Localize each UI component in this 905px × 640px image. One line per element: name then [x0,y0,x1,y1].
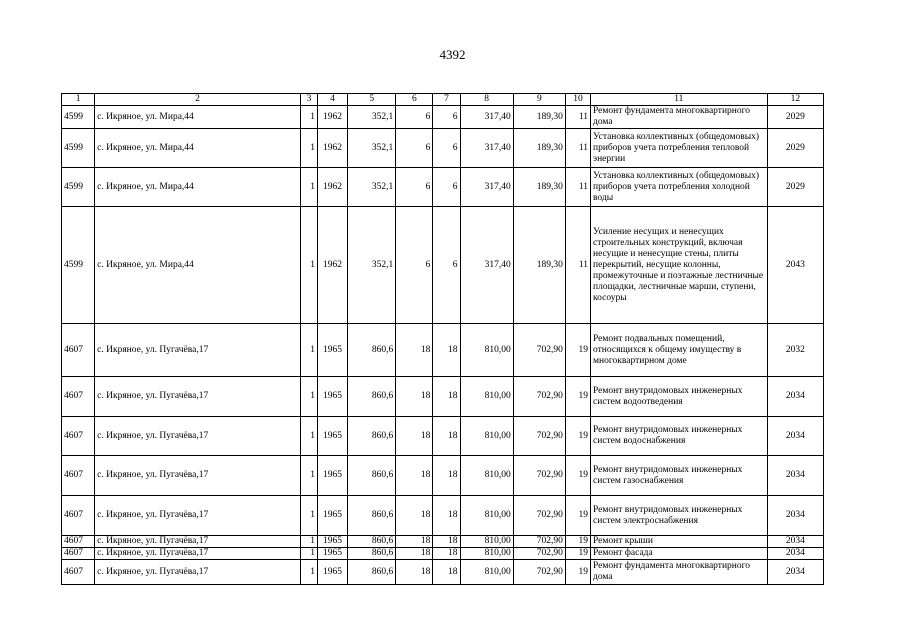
cell-area: 860,6 [348,536,396,548]
cell-c3: 1 [300,324,317,377]
cell-c6: 6 [396,106,433,129]
cell-c10: 19 [565,324,590,377]
cell-plan-year: 2029 [767,129,823,168]
cell-id: 4599 [62,129,95,168]
cell-address: с. Икряное, ул. Пугачёва,17 [95,496,301,536]
cell-c8: 810,00 [460,417,513,456]
table-row [62,417,824,456]
cell-year: 1965 [317,548,347,560]
table-row [62,377,824,417]
cell-c3: 1 [300,168,317,207]
header-row [62,94,824,106]
cell-area: 860,6 [348,324,396,377]
cell-work: Установка коллективных (общедомовых) приборов учета потребления тепловой энергии [591,129,768,168]
cell-id: 4599 [62,106,95,129]
cell-c9: 189,30 [513,106,565,129]
column-header: 8 [460,94,513,106]
cell-id: 4607 [62,456,95,496]
cell-year: 1965 [317,496,347,536]
cell-id: 4607 [62,417,95,456]
cell-area: 860,6 [348,548,396,560]
cell-c9: 702,90 [513,548,565,560]
table-row [62,106,824,129]
cell-c7: 18 [433,324,460,377]
cell-area: 352,1 [348,129,396,168]
cell-c7: 6 [433,106,460,129]
column-header: 5 [348,94,396,106]
cell-address: с. Икряное, ул. Пугачёва,17 [95,560,301,585]
cell-id: 4607 [62,324,95,377]
table-row [62,560,824,585]
cell-plan-year: 2034 [767,496,823,536]
cell-c3: 1 [300,496,317,536]
cell-year: 1962 [317,129,347,168]
cell-c3: 1 [300,456,317,496]
cell-c6: 6 [396,129,433,168]
registry-table [61,93,824,585]
cell-c9: 702,90 [513,536,565,548]
cell-c7: 18 [433,560,460,585]
cell-c8: 810,00 [460,324,513,377]
cell-year: 1962 [317,106,347,129]
column-header: 6 [396,94,433,106]
cell-work: Ремонт внутридомовых инженерных систем водоотведения [591,377,768,417]
cell-address: с. Икряное, ул. Пугачёва,17 [95,324,301,377]
table-row [62,548,824,560]
cell-c8: 317,40 [460,106,513,129]
cell-c6: 6 [396,168,433,207]
page-number: 4392 [439,47,466,62]
cell-id: 4599 [62,168,95,207]
cell-c9: 702,90 [513,496,565,536]
cell-c10: 19 [565,417,590,456]
cell-plan-year: 2034 [767,456,823,496]
cell-address: с. Икряное, ул. Пугачёва,17 [95,548,301,560]
cell-c10: 19 [565,377,590,417]
cell-area: 860,6 [348,456,396,496]
cell-work: Ремонт подвальных помещений, относящихся к общему имуществу в многоквартирном доме [591,324,768,377]
cell-area: 352,1 [348,207,396,324]
cell-c7: 6 [433,129,460,168]
cell-c3: 1 [300,548,317,560]
cell-c7: 18 [433,536,460,548]
cell-c10: 11 [565,168,590,207]
cell-c3: 1 [300,560,317,585]
cell-c8: 810,00 [460,560,513,585]
cell-c10: 11 [565,129,590,168]
cell-c9: 702,90 [513,560,565,585]
cell-address: с. Икряное, ул. Пугачёва,17 [95,536,301,548]
cell-c9: 702,90 [513,456,565,496]
cell-c8: 810,00 [460,496,513,536]
cell-year: 1965 [317,377,347,417]
cell-c8: 810,00 [460,548,513,560]
cell-year: 1965 [317,536,347,548]
cell-id: 4607 [62,496,95,536]
cell-plan-year: 2043 [767,207,823,324]
cell-c10: 19 [565,548,590,560]
column-header: 3 [300,94,317,106]
cell-c3: 1 [300,207,317,324]
cell-c6: 18 [396,456,433,496]
cell-c7: 18 [433,456,460,496]
cell-plan-year: 2034 [767,536,823,548]
cell-year: 1965 [317,560,347,585]
column-header: 9 [513,94,565,106]
cell-c9: 702,90 [513,324,565,377]
column-header: 4 [317,94,347,106]
cell-id: 4599 [62,207,95,324]
cell-c8: 317,40 [460,168,513,207]
cell-c6: 18 [396,548,433,560]
cell-c10: 19 [565,456,590,496]
cell-plan-year: 2034 [767,417,823,456]
cell-c7: 6 [433,207,460,324]
cell-c6: 6 [396,207,433,324]
cell-c6: 18 [396,496,433,536]
cell-id: 4607 [62,548,95,560]
cell-work: Ремонт внутридомовых инженерных систем электроснабжения [591,496,768,536]
cell-c6: 18 [396,417,433,456]
cell-work: Ремонт крыши [591,536,768,548]
cell-address: с. Икряное, ул. Пугачёва,17 [95,417,301,456]
cell-c3: 1 [300,536,317,548]
table-row [62,207,824,324]
cell-work: Ремонт фасада [591,548,768,560]
table-row [62,168,824,207]
column-header: 12 [767,94,823,106]
cell-c9: 189,30 [513,207,565,324]
cell-plan-year: 2034 [767,548,823,560]
table-row [62,496,824,536]
cell-c7: 18 [433,548,460,560]
cell-c3: 1 [300,129,317,168]
cell-year: 1962 [317,207,347,324]
column-header: 2 [95,94,301,106]
cell-year: 1965 [317,324,347,377]
cell-c3: 1 [300,106,317,129]
cell-work: Ремонт внутридомовых инженерных систем газоснабжения [591,456,768,496]
cell-plan-year: 2034 [767,377,823,417]
cell-plan-year: 2032 [767,324,823,377]
cell-c8: 810,00 [460,536,513,548]
column-header: 11 [591,94,768,106]
cell-year: 1965 [317,456,347,496]
cell-c6: 18 [396,536,433,548]
cell-address: с. Икряное, ул. Мира,44 [95,168,301,207]
cell-c10: 19 [565,560,590,585]
cell-work: Установка коллективных (общедомовых) приборов учета потребления холодной воды [591,168,768,207]
cell-c7: 18 [433,417,460,456]
cell-plan-year: 2029 [767,168,823,207]
cell-c9: 702,90 [513,417,565,456]
cell-id: 4607 [62,560,95,585]
cell-work: Ремонт внутридомовых инженерных систем водоснабжения [591,417,768,456]
cell-work: Ремонт фундамента многоквартирного дома [591,106,768,129]
cell-plan-year: 2029 [767,106,823,129]
cell-address: с. Икряное, ул. Мира,44 [95,106,301,129]
cell-area: 352,1 [348,106,396,129]
cell-c10: 19 [565,496,590,536]
cell-c6: 18 [396,377,433,417]
table-row [62,456,824,496]
cell-c6: 18 [396,324,433,377]
cell-work: Ремонт фундамента многоквартирного дома [591,560,768,585]
cell-c7: 18 [433,377,460,417]
cell-c8: 317,40 [460,207,513,324]
table-row [62,324,824,377]
cell-c8: 810,00 [460,456,513,496]
column-header: 1 [62,94,95,106]
table-row [62,536,824,548]
cell-area: 860,6 [348,417,396,456]
cell-year: 1965 [317,417,347,456]
cell-address: с. Икряное, ул. Пугачёва,17 [95,456,301,496]
cell-c7: 6 [433,168,460,207]
cell-c9: 189,30 [513,168,565,207]
cell-work: Усиление несущих и ненесущих строительных конструкций, включая несущие и ненесущие стены, плиты перекрытий, несущие колонны, промежуточные и поэтажные лестничные площадки, лестничные марши, ступени, косоуры [591,207,768,324]
cell-c8: 317,40 [460,129,513,168]
cell-c7: 18 [433,496,460,536]
cell-area: 860,6 [348,560,396,585]
cell-c10: 11 [565,207,590,324]
cell-c9: 702,90 [513,377,565,417]
cell-address: с. Икряное, ул. Мира,44 [95,129,301,168]
cell-c9: 189,30 [513,129,565,168]
cell-id: 4607 [62,536,95,548]
cell-address: с. Икряное, ул. Пугачёва,17 [95,377,301,417]
cell-c8: 810,00 [460,377,513,417]
cell-c3: 1 [300,377,317,417]
cell-address: с. Икряное, ул. Мира,44 [95,207,301,324]
cell-c10: 19 [565,536,590,548]
cell-plan-year: 2034 [767,560,823,585]
cell-c3: 1 [300,417,317,456]
cell-c6: 18 [396,560,433,585]
column-header: 7 [433,94,460,106]
table-row [62,129,824,168]
cell-area: 860,6 [348,496,396,536]
cell-area: 860,6 [348,377,396,417]
cell-c10: 11 [565,106,590,129]
cell-year: 1962 [317,168,347,207]
column-header: 10 [565,94,590,106]
cell-area: 352,1 [348,168,396,207]
cell-id: 4607 [62,377,95,417]
